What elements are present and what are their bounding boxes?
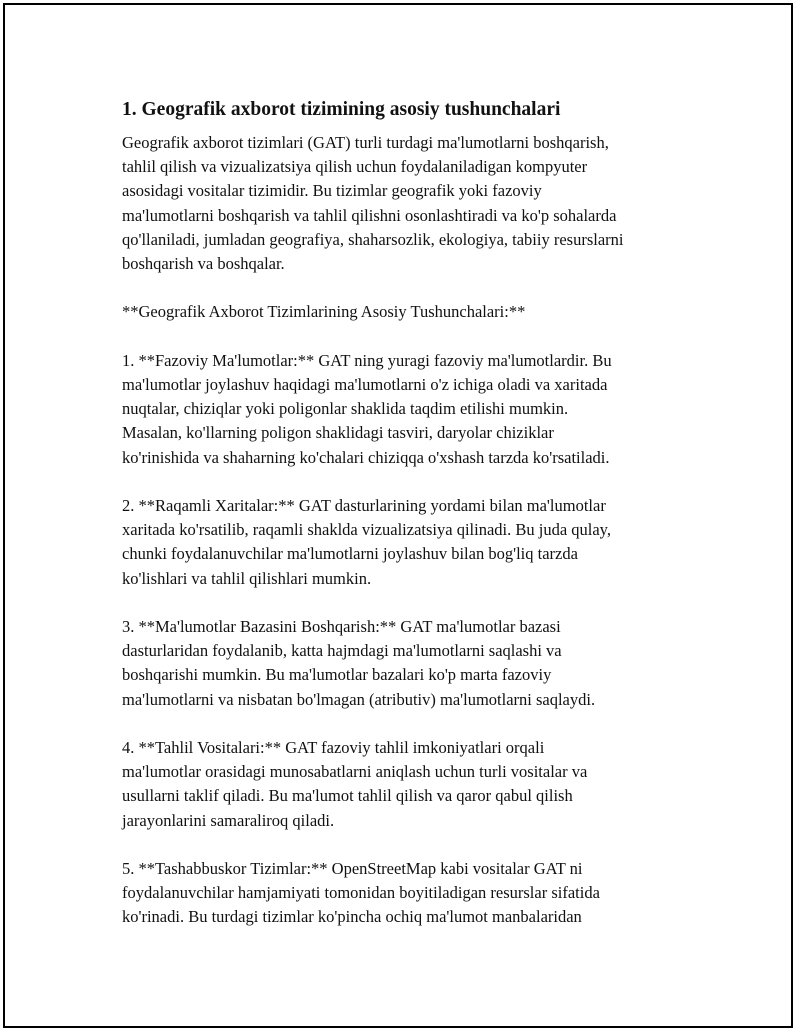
text-line: ma'lumotlarni va nisbatan bo'lmagan (atributiv) ma'lumotlarni saqlaydi. [122,689,596,709]
text-line: boshqarishi mumkin. Bu ma'lumotlar bazalari ko'p marta fazoviy [122,665,552,685]
paragraph-item-1 [122,349,702,470]
text-line: usullarni taklif qiladi. Bu ma'lumot tahlil qilish va qaror qabul qilish [122,786,573,806]
text-line: ko'lishlari va tahlil qilishlari mumkin. [122,568,372,588]
paragraph-item-4 [122,736,702,833]
text-line: dasturlaridan foydalanib, katta hajmdagi ma'lumotlarni saqlashi va [122,641,562,661]
paragraph-item-2 [122,494,702,591]
text-line: Masalan, ko'llarning poligon shaklidagi tasviri, daryolar chiziklar [122,423,554,443]
paragraph-item-5 [122,857,702,930]
document-title: 1. Geografik axborot tizimining asosiy tushunchalari [122,99,561,120]
text-line: ma'lumotlar joylashuv haqidagi ma'lumotlarni o'z ichiga oladi va xaritada [122,375,608,394]
text-line: asosidagi vositalar tizimidir. Bu tizimlar geografik yoki fazoviy [122,181,542,201]
text-line: **Geografik Axborot Tizimlarining Asosiy Tushunchalari:** [122,302,526,322]
text-line: 5. **Tashabbuskor Tizimlar:** OpenStreetMap kabi vositalar GAT ni [122,859,583,878]
text-line: chunki foydalanuvchilar ma'lumotlarni joylashuv bilan bog'liq tarzda [122,544,578,564]
text-line: foydalanuvchilar hamjamiyati tomonidan boyitiladigan resurslar sifatida [122,883,600,903]
text-line: ko'rinishida va shaharning ko'chalari chiziqqa o'xshash tarzda ko'rsatiladi. [122,447,610,467]
section-heading-paragraph [122,300,702,324]
text-line: ma'lumotlarni boshqarish va tahlil qilishni osonlashtiradi va ko'p sohalarda [122,205,617,225]
text-line: boshqarish va boshqalar. [122,254,285,274]
text-line: 4. **Tahlil Vositalari:** GAT fazoviy tahlil imkoniyatlari orqali [122,738,545,757]
text-line: 1. **Fazoviy Ma'lumotlar:** GAT ning yuragi fazoviy ma'lumotlardir. Bu [122,350,612,370]
text-line: ma'lumotlar orasidagi munosabatlarni aniqlash uchun turli vositalar va [122,762,588,782]
document-body [122,97,702,954]
text-line: jarayonlarini samaraliroq qiladi. [122,810,335,830]
text-line: ko'rinadi. Bu turdagi tizimlar ko'pincha ochiq ma'lumot manbalaridan [122,907,582,927]
page-frame [3,3,793,1028]
paragraph-intro [122,131,702,276]
text-line: qo'llaniladi, jumladan geografiya, shaharsozlik, ekologiya, tabiiy resurslarni [122,229,624,249]
text-line: nuqtalar, chiziqlar yoki poligonlar shaklida taqdim etilishi mumkin. [122,399,569,419]
text-line: 2. **Raqamli Xaritalar:** GAT dasturlarining yordami bilan ma'lumotlar [122,496,606,515]
text-line: 3. **Ma'lumotlar Bazasini Boshqarish:** GAT ma'lumotlar bazasi [122,617,561,636]
text-line: xaritada ko'rsatilib, raqamli shaklda vizualizatsiya qilinadi. Bu juda qulay, [122,520,611,540]
paragraph-item-3 [122,615,702,712]
text-line: tahlil qilish va vizualizatsiya qilish uchun foydalaniladigan kompyuter [122,157,588,177]
text-line: Geografik axborot tizimlari (GAT) turli turdagi ma'lumotlarni boshqarish, [122,133,609,152]
